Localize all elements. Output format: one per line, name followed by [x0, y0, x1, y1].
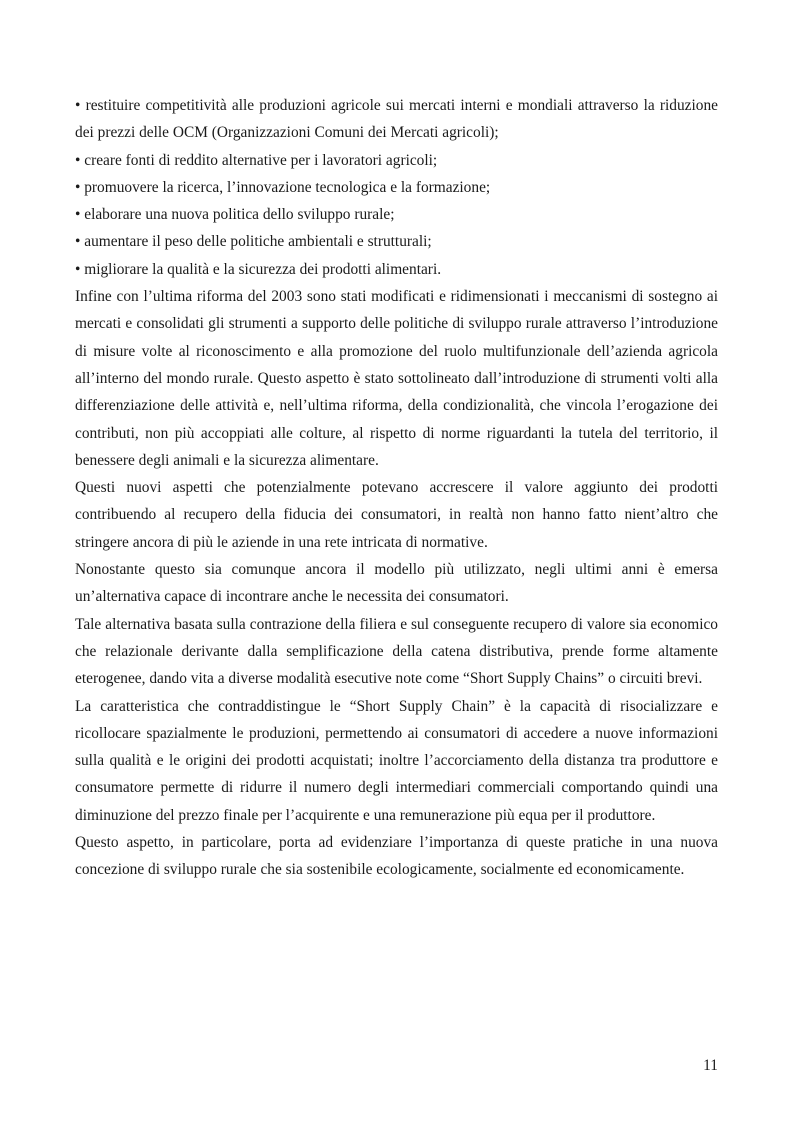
paragraph: Infine con l’ultima riforma del 2003 sono stati modificati e ridimensionati i meccanismi di sostegno ai mercati e consolidati gli strumenti a supporto delle politiche di sviluppo rurale attraverso l’introduzione di misure volte al riconoscimento e alla promozione del ruolo multifunzionale dell’azienda agricola all’interno del mondo rurale. Questo aspetto è stato sottolineato dall’introduzione di strumenti volti alla differenziazione delle attività e, nell’ultima riforma, della condizionalità, che vincola l’erogazione dei contributi, non più accoppiati alle colture, al rispetto di norme riguardanti la tutela del territorio, il benessere degli animali e la sicurezza alimentare.: [75, 288, 718, 469]
bullet-item: • promuovere la ricerca, l’innovazione tecnologica e la formazione;: [75, 178, 491, 196]
bullet-item: • restituire competitività alle produzioni agricole sui mercati interni e mondiali attraverso la riduzione dei prezzi delle OCM (Organizzazioni Comuni dei Mercati agricoli);: [75, 97, 718, 142]
bullet-item: • aumentare il peso delle politiche ambientali e strutturali;: [75, 233, 432, 251]
paragraph: Questi nuovi aspetti che potenzialmente potevano accrescere il valore aggiunto dei prodotti contribuendo al recupero della fiducia dei consumatori, in realtà non hanno fatto nient’altro che stringere ancora di più le aziende in una rete intricata di normative.: [75, 479, 718, 551]
bullet-item: • migliorare la qualità e la sicurezza dei prodotti alimentari.: [75, 260, 442, 278]
paragraph: La caratteristica che contraddistingue le “Short Supply Chain” è la capacità di risocializzare e ricollocare spazialmente le produzioni, permettendo ai consumatori di accedere a nuove informazioni sulla qualità e le origini dei prodotti acquistati; inoltre l’accorciamento della distanza tra produttore e consumatore permette di ridurre il numero degli intermediari commerciali comportando quindi una diminuzione del prezzo finale per l’acquirente e una remunerazione più equa per il produttore.: [75, 697, 718, 824]
paragraph: Questo aspetto, in particolare, porta ad evidenziare l’importanza di queste pratiche in una nuova concezione di sviluppo rurale che sia sostenibile ecologicamente, socialmente ed economicamente.: [75, 834, 718, 879]
bullet-item: • elaborare una nuova politica dello sviluppo rurale;: [75, 206, 395, 224]
bullet-item: • creare fonti di reddito alternative per i lavoratori agricoli;: [75, 151, 438, 169]
paragraph: Nonostante questo sia comunque ancora il modello più utilizzato, negli ultimi anni è emersa un’alternativa capace di incontrare anche le necessita dei consumatori.: [75, 561, 718, 606]
paragraph: Tale alternativa basata sulla contrazione della filiera e sul conseguente recupero di valore sia economico che relazionale derivante dalla semplificazione della catena distributiva, prende forme altamente eterogenee, dando vita a diverse modalità esecutive note come “Short Supply Chains” o circuiti brevi.: [75, 615, 718, 688]
body-text: [75, 92, 718, 884]
page-number: 11: [703, 1057, 718, 1074]
